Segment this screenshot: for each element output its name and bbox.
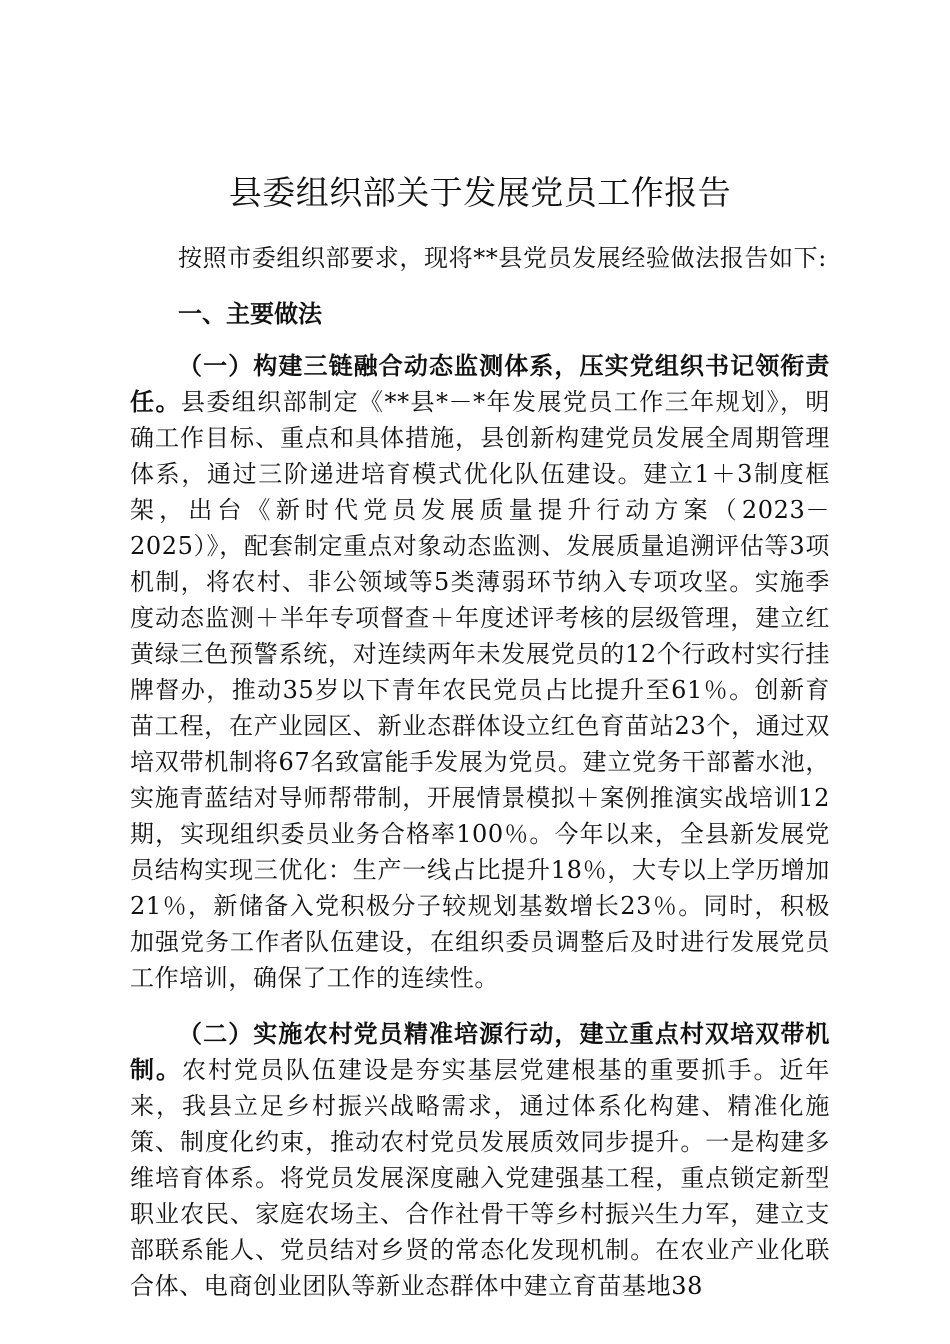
- document-page: [130, 168, 830, 1304]
- subsection-1-paragraph: [130, 348, 830, 996]
- subsection-1-lead: （一）构建三链融合动态监测体系，压实党组织书记领衔责任。: [130, 351, 830, 416]
- intro-paragraph: 按照市委组织部要求，现将**县党员发展经验做法报告如下:: [178, 244, 827, 272]
- document-title: 县委组织部关于发展党员工作报告: [228, 173, 732, 212]
- subsection-2-lead: （二）实施农村党员精准培源行动，建立重点村双培双带机制。: [130, 1019, 830, 1084]
- subsection-1-body: 县委组织部制定《**县*－*年发展党员工作三年规划》，明确工作目标、重点和具体措施，县创新构建党员发展全周期管理体系，通过三阶递进培育模式优化队伍建设。建立1＋3制度框架，出台《新时代党员发展质量提升行动方案（2023－2025）》，配套制定重点对象动态监测、发展质量追溯评估等3项机制，将农村、非公领域等5类薄弱环节纳入专项攻坚。实施季度动态监测＋半年专项督查＋年度述评考核的层级管理，建立红黄绿三色预警系统，对连续两年未发展党员的12个行政村实行挂牌督办，推动35岁以下青年农民党员占比提升至61％。创新育苗工程，在产业园区、新业态群体设立红色育苗站23个，通过双培双带机制将67名致富能手发展为党员。建立党务干部蓄水池，实施青蓝结对导师帮带制，开展情景模拟＋案例推演实战培训12期，实现组织委员业务合格率100％。今年以来，全县新发展党员结构实现三优化：生产一线占比提升18％，大专以上学历增加21％，新储备入党积极分子较规划基数增长23％。同时，积极加强党务工作者队伍建设，在组织委员调整后及时进行发展党员工作培训，确保了工作的连续性。: [130, 388, 830, 992]
- subsection-2-paragraph: [130, 1016, 830, 1304]
- section-heading-main-practices: 一、主要做法: [178, 299, 322, 328]
- subsection-2-body: 农村党员队伍建设是夯实基层党建根基的重要抓手。近年来，我县立足乡村振兴战略需求，通过体系化构建、精准化施策、制度化约束，推动农村党员发展质效同步提升。一是构建多维培育体系。将党员发展深度融入党建强基工程，重点锁定新型职业农民、家庭农场主、合作社骨干等乡村振兴生力军，建立支部联系能人、党员结对乡贤的常态化发现机制。在农业产业化联合体、电商创业团队等新业态群体中建立育苗基地38: [130, 1056, 831, 1300]
